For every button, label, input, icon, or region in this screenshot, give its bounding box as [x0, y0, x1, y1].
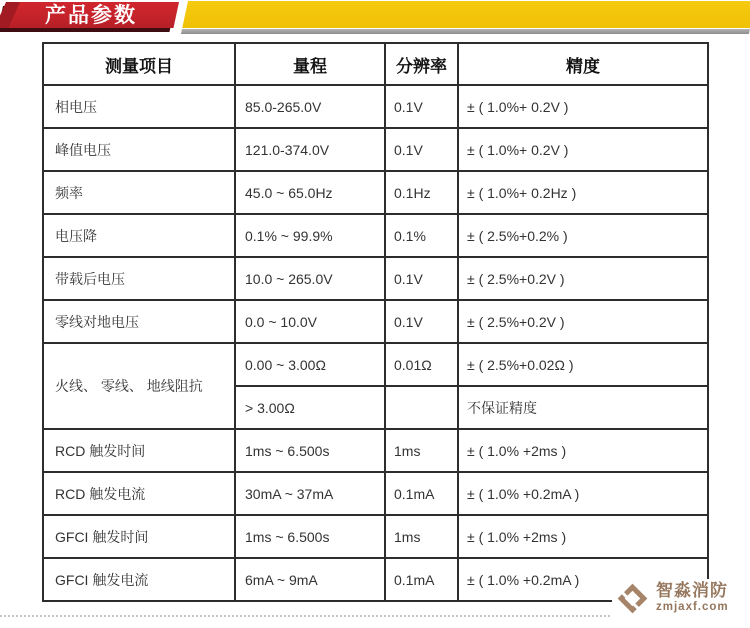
- header-accuracy: 精度: [458, 43, 708, 85]
- cell-range: 6mA ~ 9mA: [235, 558, 385, 601]
- cell-accuracy: ± ( 1.0%+ 0.2V ): [458, 128, 708, 171]
- table-row: [43, 515, 708, 558]
- cell-item: GFCI 触发时间: [43, 515, 235, 558]
- cell-accuracy: ± ( 2.5%+0.2V ): [458, 257, 708, 300]
- logo-domain: zmjaxf.com: [656, 601, 729, 613]
- header-measurement-item: 测量项目: [43, 43, 235, 85]
- cell-range: 85.0-265.0V: [235, 85, 385, 128]
- table-row: [43, 472, 708, 515]
- cell-resolution: 0.1%: [385, 214, 458, 257]
- cell-range: 0.0 ~ 10.0V: [235, 300, 385, 343]
- cell-item: GFCI 触发电流: [43, 558, 235, 601]
- logo-text-block: [656, 581, 729, 614]
- cell-range: 10.0 ~ 265.0V: [235, 257, 385, 300]
- cell-resolution: 0.1V: [385, 85, 458, 128]
- cell-item: 相电压: [43, 85, 235, 128]
- cell-range: 1ms ~ 6.500s: [235, 429, 385, 472]
- table-row: [43, 85, 708, 128]
- cell-accuracy: ± ( 1.0% +0.2mA ): [458, 472, 708, 515]
- table-row: [43, 128, 708, 171]
- cell-resolution: 0.01Ω: [385, 343, 458, 386]
- cell-accuracy: ± ( 2.5%+0.02Ω ): [458, 343, 708, 386]
- table-row: [43, 257, 708, 300]
- table-row: [43, 171, 708, 214]
- cell-accuracy: ± ( 1.0% +2ms ): [458, 429, 708, 472]
- cell-range: > 3.00Ω: [235, 386, 385, 429]
- cell-accuracy: ± ( 1.0% +0.2mA ): [458, 558, 708, 601]
- diamond-logo-icon: [618, 584, 648, 614]
- cell-resolution: 0.1mA: [385, 558, 458, 601]
- banner: [0, 0, 750, 38]
- cell-item: RCD 触发电流: [43, 472, 235, 515]
- cell-accuracy: ± ( 1.0%+ 0.2Hz ): [458, 171, 708, 214]
- cell-item: RCD 触发时间: [43, 429, 235, 472]
- header-range: 量程: [235, 43, 385, 85]
- cell-resolution: 0.1V: [385, 128, 458, 171]
- cell-resolution: 0.1Hz: [385, 171, 458, 214]
- cell-range: 121.0-374.0V: [235, 128, 385, 171]
- table-row: [43, 343, 708, 386]
- banner-yellow-bar: [182, 1, 750, 28]
- cell-range: 30mA ~ 37mA: [235, 472, 385, 515]
- cell-item: 零线对地电压: [43, 300, 235, 343]
- table-row: [43, 300, 708, 343]
- cell-resolution: 1ms: [385, 429, 458, 472]
- cell-range: 0.00 ~ 3.00Ω: [235, 343, 385, 386]
- header-resolution: 分辨率: [385, 43, 458, 85]
- cell-range: 1ms ~ 6.500s: [235, 515, 385, 558]
- cell-resolution: 1ms: [385, 515, 458, 558]
- cell-item: 电压降: [43, 214, 235, 257]
- cell-accuracy: 不保证精度: [458, 386, 708, 429]
- cell-accuracy: ± ( 1.0% +2ms ): [458, 515, 708, 558]
- cell-resolution: 0.1V: [385, 300, 458, 343]
- cell-accuracy: ± ( 2.5%+0.2V ): [458, 300, 708, 343]
- cell-item: 带载后电压: [43, 257, 235, 300]
- cell-item-merged: 火线、 零线、 地线阻抗: [43, 343, 235, 429]
- table-row: [43, 558, 708, 601]
- cell-item: 频率: [43, 171, 235, 214]
- cell-item: 峰值电压: [43, 128, 235, 171]
- product-parameters-table: [42, 42, 709, 602]
- table-row: [43, 429, 708, 472]
- table-row: [43, 214, 708, 257]
- cell-accuracy: ± ( 2.5%+0.2% ): [458, 214, 708, 257]
- page-title: 产品参数: [45, 4, 137, 27]
- cell-accuracy: ± ( 1.0%+ 0.2V ): [458, 85, 708, 128]
- logo-name: 智淼消防: [656, 581, 728, 600]
- banner-gray-strip: [181, 29, 750, 34]
- cell-range: 45.0 ~ 65.0Hz: [235, 171, 385, 214]
- cell-resolution-empty: [385, 386, 458, 429]
- cell-range: 0.1% ~ 99.9%: [235, 214, 385, 257]
- site-logo: [612, 579, 750, 621]
- table-header-row: [43, 43, 708, 85]
- cell-resolution: 0.1mA: [385, 472, 458, 515]
- cell-resolution: 0.1V: [385, 257, 458, 300]
